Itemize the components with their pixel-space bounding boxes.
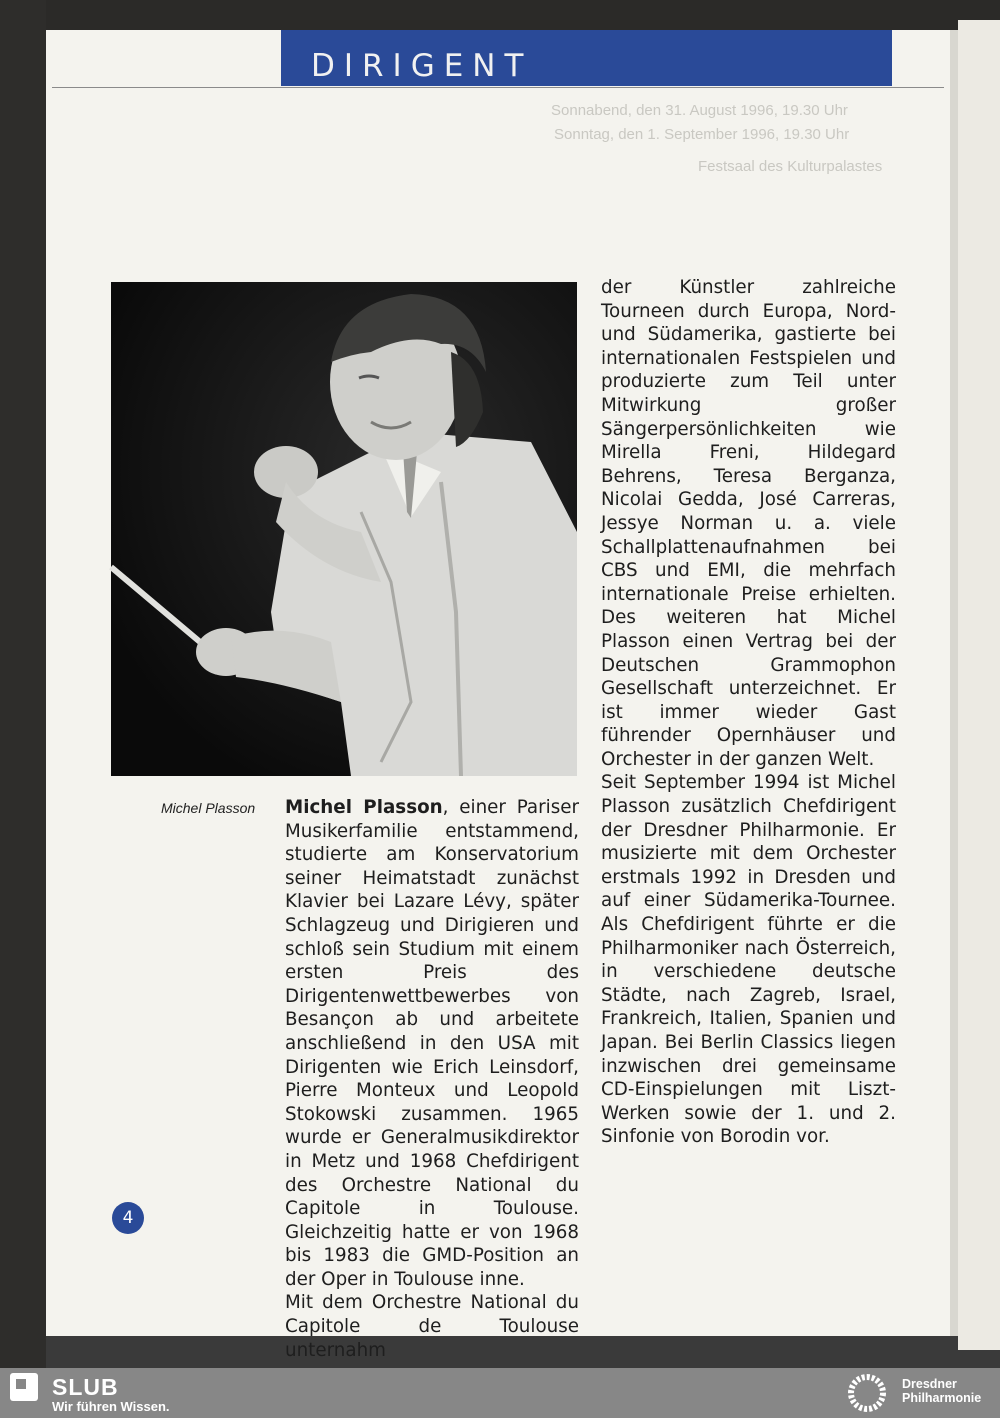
dp-name-line-1: Dresdner [902, 1377, 957, 1391]
paragraph-tours-intro: Mit dem Orchestre National du Capitole de Toulouse unternahm [285, 1292, 579, 1361]
lead-name: Michel Plasson [285, 797, 443, 818]
page-number-badge: 4 [112, 1202, 144, 1234]
document-page [46, 30, 950, 1361]
bleed-through-line-3: Festsaal des Kulturpalastes [698, 158, 883, 175]
article-column-left [285, 796, 579, 1362]
paragraph-dresden: Seit September 1994 ist Michel Plasson zusätzlich Chefdirigent der Dresdner Philharmonie. Er musizierte mit dem Orchester erstmals 1992 in Dresden und auf einer Südamerika-Tournee. Als Chefdirigent führte er die Philharmoniker nach Österreich, in verschiedene deutsche Städte, nach Zagreb, Israel, Frankreich, Italien, Spanien und Japan. Bei Berlin Classics liegen inzwischen drei gemeinsame CD-Einspielungen mit Liszt-Werken sowie der 1. und 2. Sinfonie von Borodin vor. [601, 772, 896, 1148]
paragraph-biography [285, 796, 579, 1291]
scan-background-left [0, 0, 46, 1368]
dp-name-line-2: Philharmonie [902, 1391, 982, 1405]
bleed-through-line-1: Sonnabend, den 31. August 1996, 19.30 Uhr [551, 102, 848, 119]
article-column-right [601, 276, 896, 1149]
section-title: DIRIGENT [311, 48, 533, 84]
conductor-illustration [111, 282, 577, 776]
dresdner-philharmonie-logo-icon[interactable] [842, 1370, 892, 1416]
header-rule [52, 87, 944, 88]
slub-name[interactable]: SLUB [52, 1374, 119, 1400]
slub-tagline: Wir führen Wissen. [52, 1399, 170, 1414]
dresdner-philharmonie-name[interactable] [902, 1377, 981, 1405]
paragraph-text: , einer Pariser Musikerfamilie entstammend, studierte am Konservatorium seiner Heimatstadt zunächst Klavier bei Lazare Lévy, später Schlagzeug und Dirigieren und schloß sein Studium mit einem ersten Preis des Dirigentenwettbewerbes von Besançon ab und arbeitete anschließend in den USA mit Dirigenten wie Erich Leinsdorf, Pierre Monteux und Leopold Stokowski zusammen. 1965 wurde er Generalmusikdirektor in Metz und 1968 Chefdirigent des Orchestre National du Capitole in Toulouse. Gleichzeitig hatte er von 1968 bis 1983 die GMD-Position an der Oper in Toulouse inne. [285, 797, 579, 1290]
paragraph-recordings: der Künstler zahlreiche Tourneen durch Europa, Nord- und Südamerika, gastierte bei internationalen Festspielen und produzierte zum Teil unter Mitwirkung großer Sängerpersönlichkeiten wie Mirella Freni, Hildegard Behrens, Teresa Berganza, Nicolai Gedda, José Carreras, Jessye Norman u. a. viele Schallplattenaufnahmen bei CBS und EMI, die mehrfach internationale Preise erhielten. Des weiteren hat Michel Plasson einen Vertrag bei der Deutschen Grammophon Gesellschaft unterzeichnet. Er ist immer wieder Gast führender Opernhäuser und Orchester in der ganzen Welt. [601, 277, 896, 770]
conductor-photo [111, 282, 577, 776]
bleed-through-line-2: Sonntag, den 1. September 1996, 19.30 Uhr [554, 126, 850, 143]
footer-bar [0, 1368, 1000, 1418]
slub-logo-icon[interactable] [10, 1373, 38, 1401]
adjacent-page-edge [958, 20, 1000, 1350]
page-edge-shadow [950, 30, 958, 1336]
scan-background-top [0, 0, 1000, 30]
photo-caption: Michel Plasson [161, 800, 256, 816]
